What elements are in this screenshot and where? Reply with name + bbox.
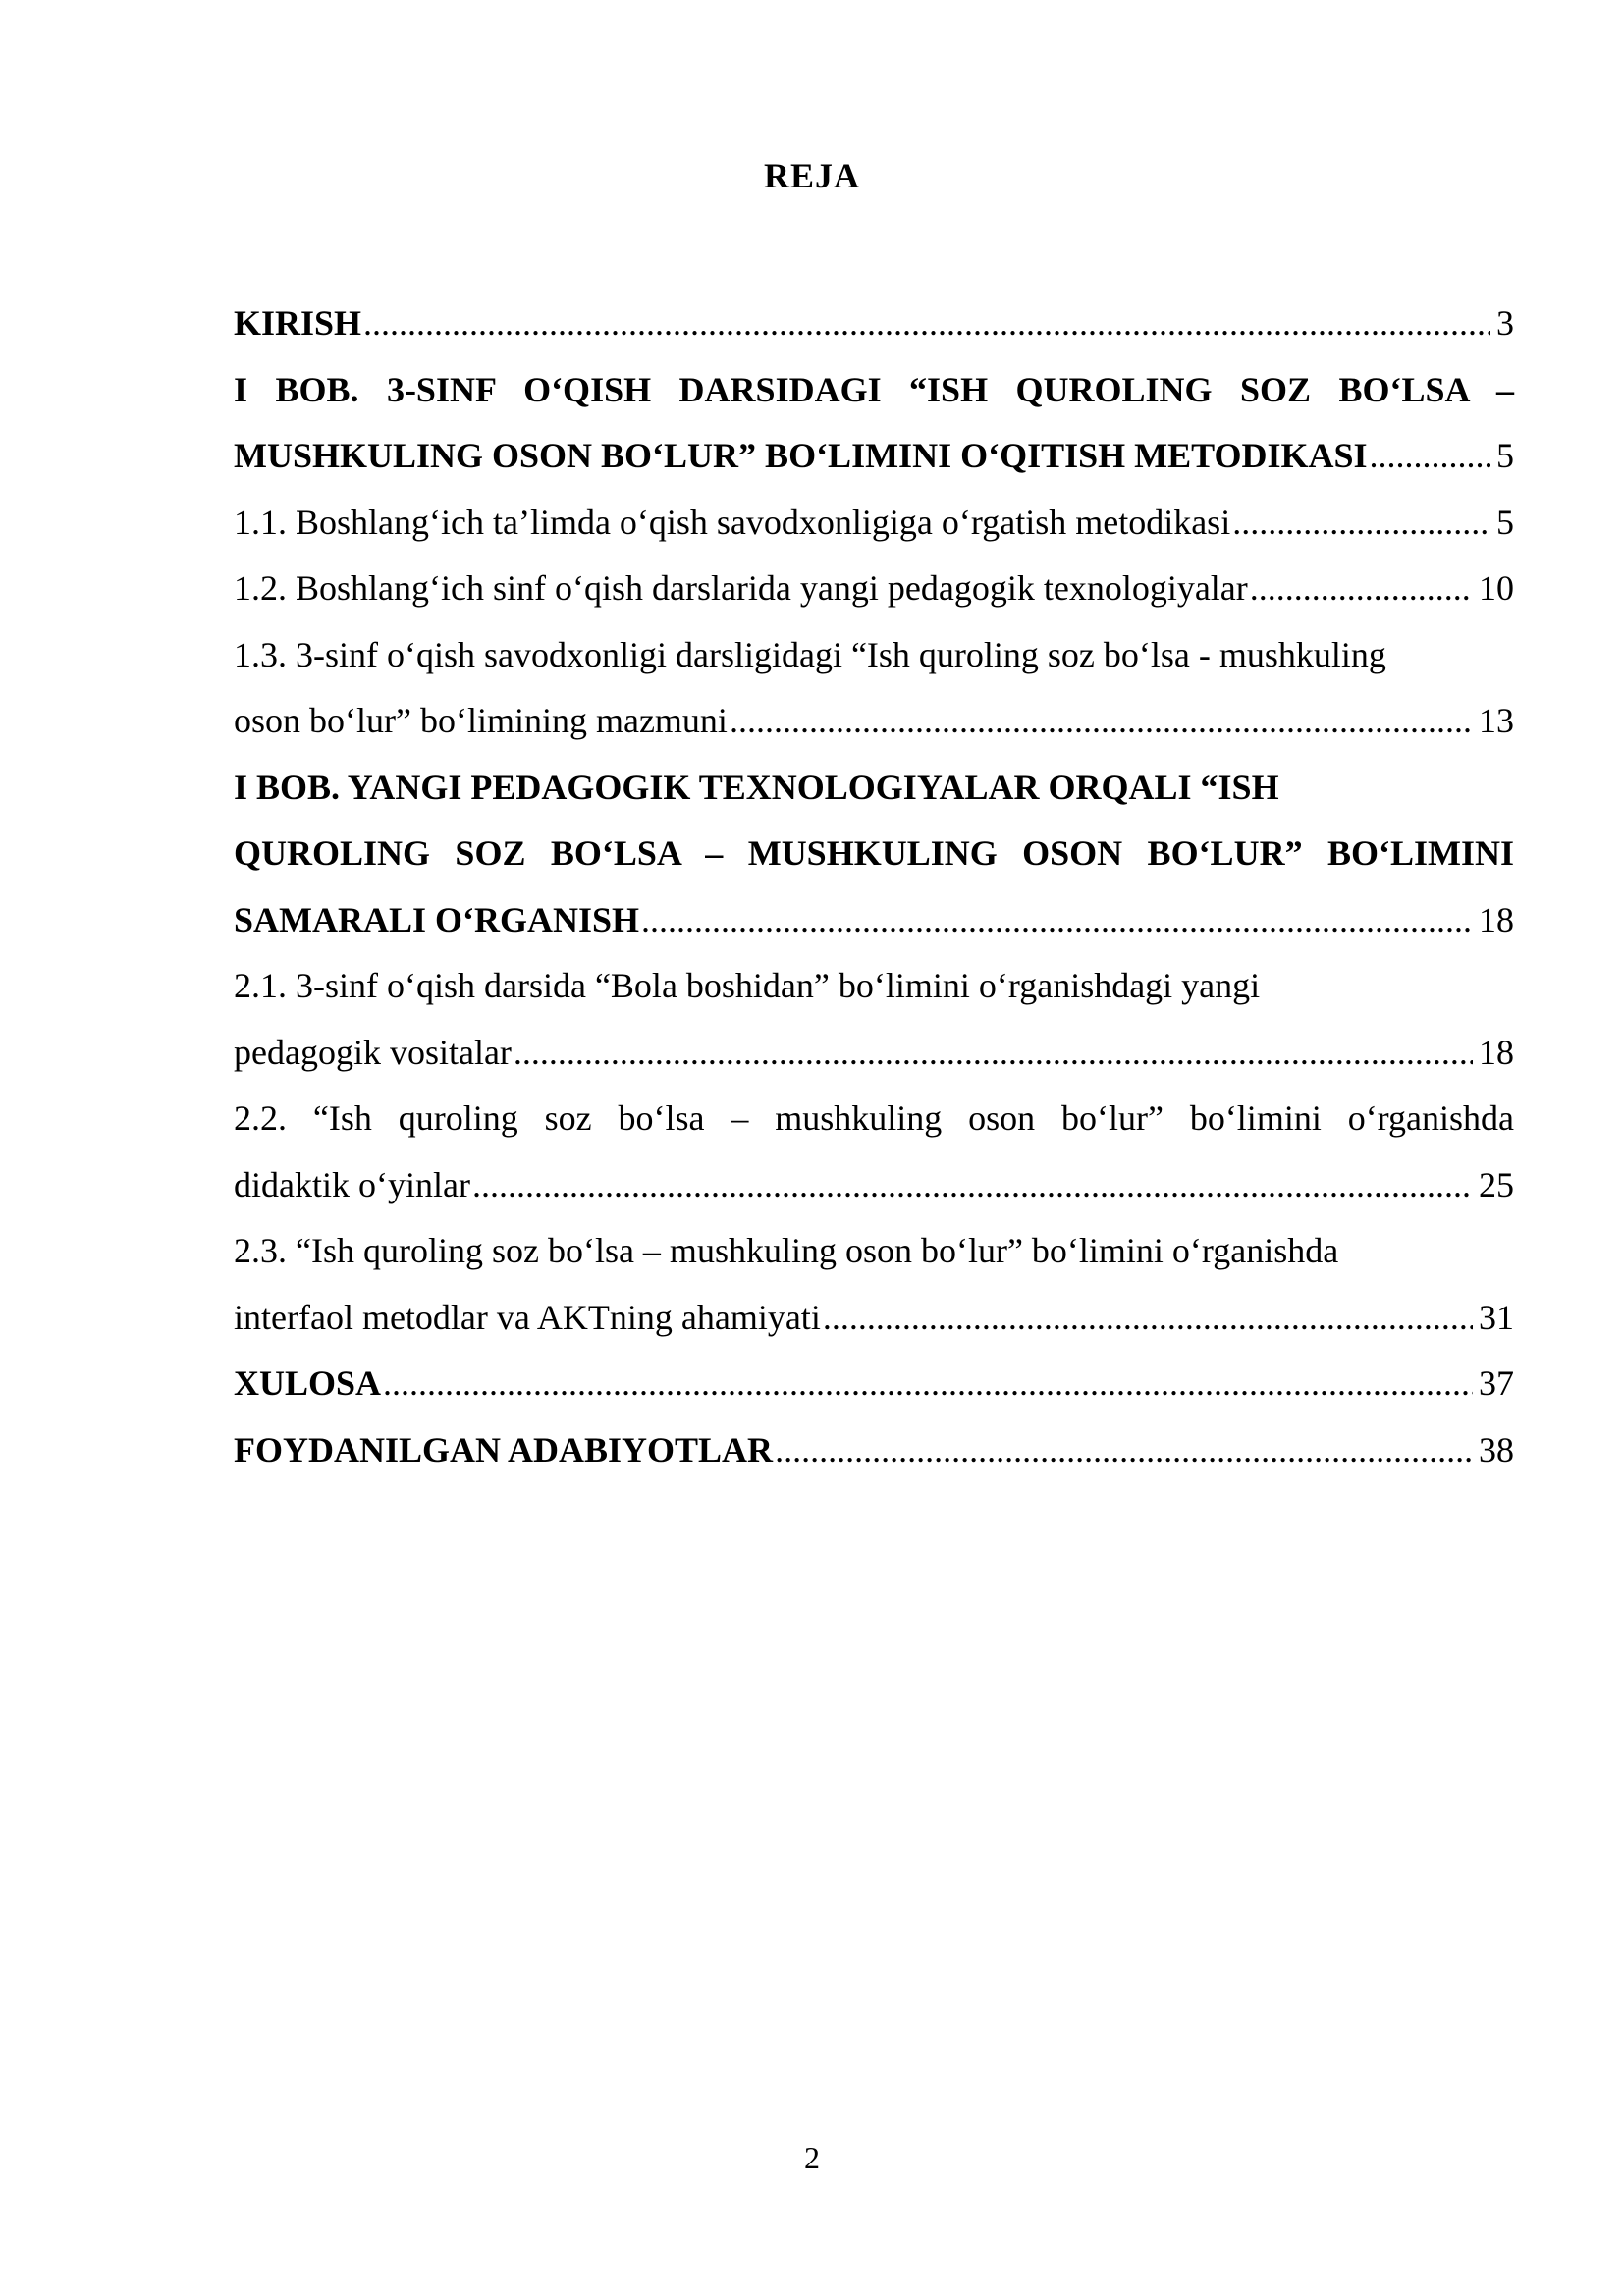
dot-leader	[383, 1351, 1473, 1417]
toc-entry-label: XULOSA	[234, 1363, 382, 1403]
dot-leader	[730, 688, 1473, 755]
toc-entry-label: didaktik o‘yinlar	[234, 1164, 470, 1204]
toc-entry-label: 1.1. Boshlang‘ich ta’limda o‘qish savodxonligiga o‘rgatish metodikasi	[234, 502, 1231, 542]
toc-entry-section-1-3[interactable]	[234, 622, 1514, 755]
toc-page-number: 5	[1496, 502, 1514, 542]
toc-page-number: 18	[1479, 899, 1514, 939]
dot-leader	[363, 291, 1490, 357]
toc-entry-line: 2.1. 3-sinf o‘qish darsida “Bola boshidan” bo‘limini o‘rganishdagi yangi	[234, 966, 1261, 1005]
toc-page-number: 37	[1479, 1363, 1514, 1403]
toc-entry-section-1-1[interactable]	[234, 490, 1514, 557]
dot-leader	[514, 1020, 1473, 1087]
toc-page-number: 3	[1496, 303, 1514, 343]
dot-leader	[472, 1152, 1473, 1219]
toc-page-number: 25	[1479, 1164, 1514, 1204]
toc-entry-label: FOYDANILGAN ADABIYOTLAR	[234, 1429, 774, 1469]
toc-entry-chapter-2[interactable]	[234, 755, 1514, 954]
toc-entry-label: oson bo‘lur” bo‘limining mazmuni	[234, 701, 728, 740]
toc-entry-section-2-2[interactable]	[234, 1086, 1514, 1218]
dot-leader	[641, 887, 1473, 954]
toc-entry-line: QUROLING SOZ BO‘LSA – MUSHKULING OSON BO‘LUR” BO‘LIMINI	[234, 833, 1514, 873]
dot-leader	[1232, 490, 1490, 557]
toc-entry-kirish[interactable]	[234, 291, 1514, 357]
toc-entry-section-1-2[interactable]	[234, 556, 1514, 622]
toc-entry-line: 2.3. “Ish quroling soz bo‘lsa – mushkuling oson bo‘lur” bo‘limini o‘rganishda	[234, 1231, 1339, 1270]
toc-entry-label: pedagogik vositalar	[234, 1032, 512, 1072]
toc-page-number: 31	[1479, 1297, 1514, 1337]
toc-entry-line: 2.2. “Ish quroling soz bo‘lsa – mushkuling oson bo‘lur” bo‘limini o‘rganishda	[234, 1098, 1514, 1138]
page-number: 2	[804, 2140, 820, 2175]
toc-entry-chapter-1[interactable]	[234, 357, 1514, 490]
toc-page-number: 38	[1479, 1429, 1514, 1469]
toc-page-number: 13	[1479, 701, 1514, 740]
toc-page-number: 18	[1479, 1032, 1514, 1072]
toc-entry-section-2-3[interactable]	[234, 1218, 1514, 1351]
toc-entry-xulosa[interactable]	[234, 1351, 1514, 1417]
toc-entry-label: SAMARALI O‘RGANISH	[234, 899, 640, 939]
toc-entry-line: I BOB. YANGI PEDAGOGIK TEXNOLOGIYALAR ORQALI “ISH	[234, 767, 1279, 807]
toc-entry-label: 1.2. Boshlang‘ich sinf o‘qish darslarida yangi pedagogik texnologiyalar	[234, 568, 1248, 608]
toc-page-number: 10	[1479, 568, 1514, 608]
toc-entry-label: KIRISH	[234, 303, 362, 343]
page-title: REJA	[763, 156, 860, 195]
dot-leader	[823, 1285, 1473, 1352]
toc-page-number: 5	[1496, 436, 1514, 475]
toc-entry-line: 1.3. 3-sinf o‘qish savodxonligi darsligidagi “Ish quroling soz bo‘lsa - mushkuling	[234, 634, 1386, 674]
toc-entry-section-2-1[interactable]	[234, 953, 1514, 1086]
dot-leader	[775, 1417, 1473, 1484]
toc-entry-label: MUSHKULING OSON BO‘LUR” BO‘LIMINI O‘QITISH METODIKASI	[234, 436, 1368, 475]
toc-entry-label: interfaol metodlar va AKTning ahamiyati	[234, 1297, 821, 1337]
toc-entry-line: I BOB. 3-SINF O‘QISH DARSIDAGI “ISH QUROLING SOZ BO‘LSA –	[234, 369, 1514, 409]
toc-entry-adabiyotlar[interactable]	[234, 1417, 1514, 1484]
table-of-contents	[234, 291, 1514, 1483]
dot-leader	[1370, 423, 1490, 490]
dot-leader	[1250, 556, 1473, 622]
